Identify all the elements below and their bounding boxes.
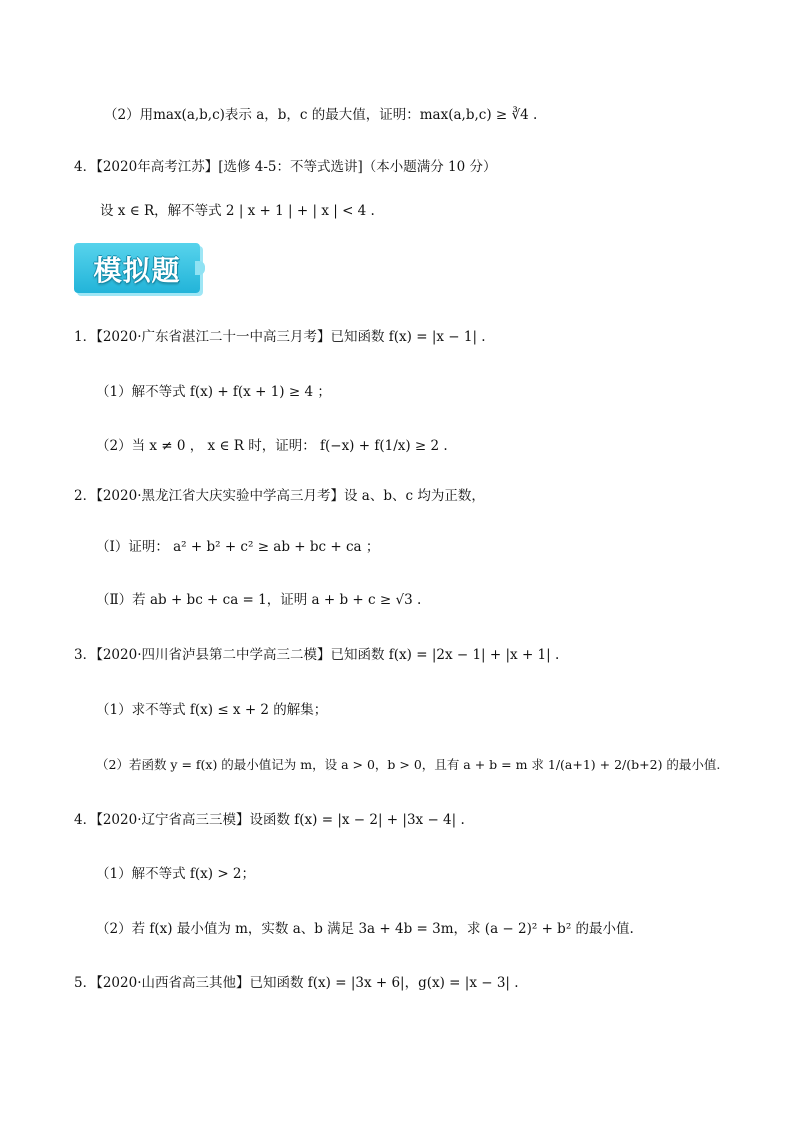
line-sim-4-header: 4．【2020·辽宁省高三三模】设函数 f(x) = |x − 2| + |3x − 4| . <box>74 812 465 828</box>
line-sim-3-q1: （1）求不等式 f(x) ≤ x + 2 的解集； <box>96 702 328 718</box>
line-sim-2-q2: （Ⅱ）若 ab + bc + ca = 1，证明 a + b + c ≥ √3 . <box>96 592 422 608</box>
line-problem-4-body: 设 x ∈ R，解不等式 2 | x + 1 | + | x | < 4 . <box>100 203 375 219</box>
line-sim-4-q1: （1）解不等式 f(x) > 2； <box>96 866 256 882</box>
badge-tail-decoration <box>195 261 205 275</box>
line-sim-1-q1: （1）解不等式 f(x) + f(x + 1) ≥ 4 ； <box>96 384 331 400</box>
line-sim-3-q2: （2）若函数 y = f(x) 的最小值记为 m，设 a > 0，b > 0，且有 a + b = m 求 1/(a+1) + 2/(b+2) 的最小值. <box>96 757 721 772</box>
line-sim-4-q2: （2）若 f(x) 最小值为 m，实数 a、b 满足 3a + 4b = 3m，求 (a − 2)² + b² 的最小值. <box>96 921 634 937</box>
line-sim-1-q2: （2）当 x ≠ 0 ， x ∈ R 时，证明： f(−x) + f(1/x) ≥ 2 . <box>96 438 448 454</box>
line-subq-2-max: （2）用max(a,b,c)表示 a，b，c 的最大值，证明：max(a,b,c) ≥ ∛4 . <box>104 107 538 123</box>
line-sim-2-q1: （Ⅰ）证明： a² + b² + c² ≥ ab + bc + ca ； <box>96 539 380 555</box>
line-sim-2-header: 2．【2020·黑龙江省大庆实验中学高三月考】设 a、b、c 均为正数， <box>74 488 485 504</box>
badge-label: 模拟题 <box>93 254 181 287</box>
line-sim-3-header: 3．【2020·四川省泸县第二中学高三二模】已知函数 f(x) = |2x − 1| + |x + 1| . <box>74 647 560 663</box>
line-sim-5-header: 5．【2020·山西省高三其他】已知函数 f(x) = |3x + 6|，g(x) = |x − 3| . <box>74 975 519 991</box>
line-problem-4-header: 4．【2020年高考江苏】[选修 4-5：不等式选讲]（本小题满分 10 分） <box>74 159 497 175</box>
simulation-section-badge <box>74 243 200 293</box>
line-sim-1-header: 1．【2020·广东省湛江二十一中高三月考】已知函数 f(x) = |x − 1| . <box>74 329 486 345</box>
